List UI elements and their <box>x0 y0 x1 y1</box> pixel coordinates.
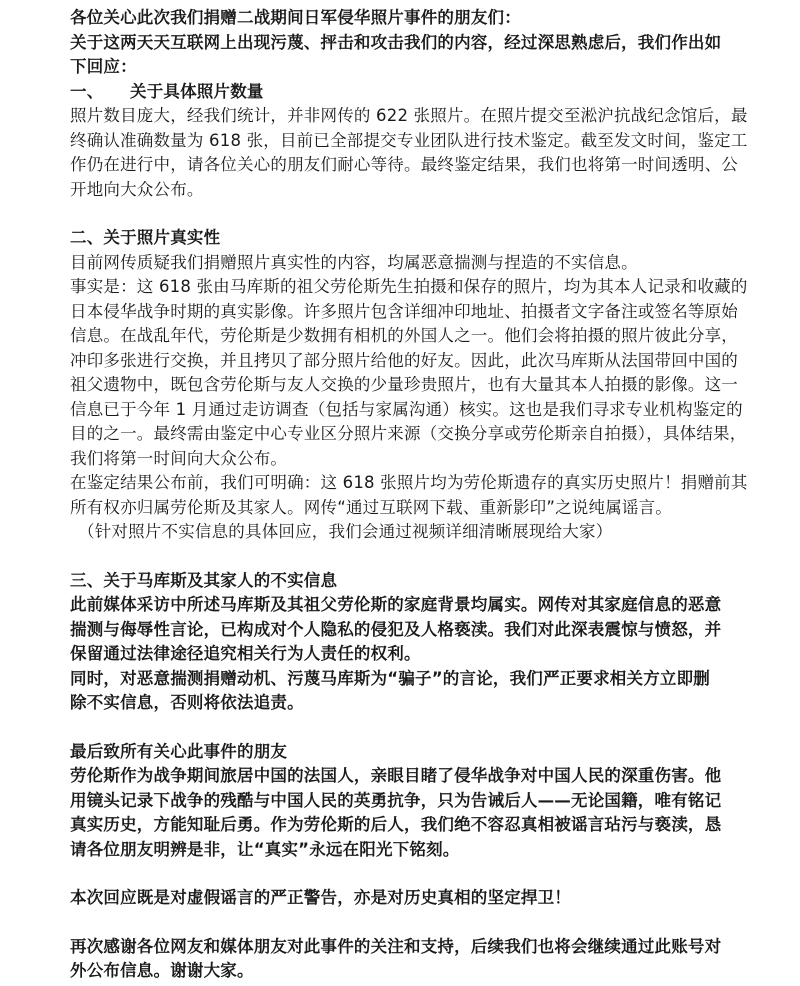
paragraph-line: 开地向大众公布。 <box>70 179 204 199</box>
salutation: 各位关心此次我们捐赠二战期间日军侵华照片事件的朋友们： <box>70 8 521 27</box>
paragraph-line: 用镜头记录下战争的残酷与中国人民的英勇抗争，只为告诫后人——无论国籍，唯有铭记 <box>70 790 722 810</box>
spacer <box>70 911 752 935</box>
section-1-title: 关于具体照片数量 <box>130 81 264 101</box>
section-3-title: 三、关于马库斯及其家人的不实信息 <box>70 570 338 590</box>
paragraph-line: 作仍在进行中，请各位关心的朋友们耐心等待。最终鉴定结果，我们也将第一时间透明、公 <box>70 155 738 174</box>
paragraph-line: 劳伦斯作为战争期间旅居中国的法国人，亲眼目睹了侵华战争对中国人民的深重伤害。他 <box>70 766 722 785</box>
paragraph-line: 真实历史，方能知耻后勇。作为劳伦斯的后人，我们绝不容忍真相被谣言玷污与亵渎，恳 <box>70 815 722 834</box>
section-2-title: 二、关于照片真实性 <box>70 228 221 247</box>
paragraph-line: 我们将第一时间向大众公布。 <box>70 448 288 468</box>
paragraph-line: 祖父遗物中，既包含劳伦斯与友人交换的少量珍贵照片，也有大量其本人拍摄的影像。这一 <box>70 375 738 394</box>
paragraph-line: 目前网传质疑我们捐赠照片真实性的内容，均属恶意揣测与捏造的不实信息。 <box>70 252 638 272</box>
paragraph-line: 目的之一。最终需由鉴定中心专业区分照片来源（交换分享或劳伦斯亲自拍摄），具体结果， <box>70 424 747 443</box>
paragraph-line: 终确认准确数量为 618 张，目前已全部提交专业团队进行技术鉴定。截至发文时间，鉴定工 <box>70 130 748 150</box>
paragraph-line: 事实是：这 618 张由马库斯的祖父劳伦斯先生拍摄和保存的照片，均为其本人记录和收藏的 <box>70 277 748 296</box>
paragraph-line: 冲印多张进行交换，并且拷贝了部分照片给他的好友。因此，此次马库斯从法国带回中国的 <box>70 350 738 370</box>
spacer <box>70 862 752 886</box>
paragraph-line: 照片数目庞大，经我们统计，并非网传的 622 张照片。在照片提交至淞沪抗战纪念馆后，最 <box>70 106 748 125</box>
section-1-number: 一、 <box>70 81 104 101</box>
paragraph-line: 保留通过法律途径追究相关行为人责任的权利。 <box>70 644 421 663</box>
paragraph-line: 所有权亦归属劳伦斯及其家人。网传“通过互联网下载、重新影印”之说纯属谣言。 <box>70 497 672 517</box>
paragraph-line: 信息。在战乱年代，劳伦斯是少数拥有相机的外国人之一。他们会将拍摄的照片彼此分享， <box>70 326 738 345</box>
section-1-heading <box>70 80 752 105</box>
closing-thanks-line: 再次感谢各位网友和媒体朋友对此事件的关注和支持，后续我们也将会继续通过此账号对 <box>70 936 722 956</box>
spacer <box>70 545 752 569</box>
paragraph-line: 同时，对恶意揣测捐赠动机、污蔑马库斯为“骗子”的言论，我们严正要求相关方立即删 <box>70 668 710 688</box>
spacer <box>70 716 752 740</box>
spacer <box>70 202 752 226</box>
paragraph-line: 信息已于今年 1 月通过走访调查（包括与家属沟通）核实。这也是我们寻求专业机构鉴定的 <box>70 399 743 419</box>
paragraph-line: 揣测与侮辱性言论，已构成对个人隐私的侵犯及人格亵渎。我们对此深表震惊与愤怒，并 <box>70 619 722 639</box>
paragraph-line: 请各位朋友明辨是非，让“真实”永远在阳光下铭刻。 <box>70 839 460 859</box>
paragraph-note: （针对照片不实信息的具体回应，我们会通过视频详细清晰展现给大家） <box>78 522 613 541</box>
closing-thanks-line: 外公布信息。谢谢大家。 <box>70 961 254 980</box>
intro-line: 关于这两天天互联网上出现污蔑、抨击和攻击我们的内容，经过深思熟虑后，我们作出如 <box>70 32 722 52</box>
intro-line: 下回应： <box>70 57 137 76</box>
section-4-title: 最后致所有关心此事件的朋友 <box>70 741 288 761</box>
closing-statement: 本次回应既是对虚假谣言的严正警告，亦是对历史真相的坚定捍卫！ <box>70 888 571 907</box>
paragraph-line: 在鉴定结果公布前，我们可明确：这 618 张照片均为劳伦斯遗存的真实历史照片！捐赠前其 <box>70 473 748 492</box>
paragraph-line: 除不实信息，否则将依法追责。 <box>70 693 304 712</box>
paragraph-line: 此前媒体采访中所述马库斯及其祖父劳伦斯的家庭背景均属实。网传对其家庭信息的恶意 <box>70 595 722 614</box>
paragraph-line: 日本侵华战争时期的真实影像。许多照片包含详细冲印地址、拍摄者文字备注或签名等原始 <box>70 301 738 321</box>
